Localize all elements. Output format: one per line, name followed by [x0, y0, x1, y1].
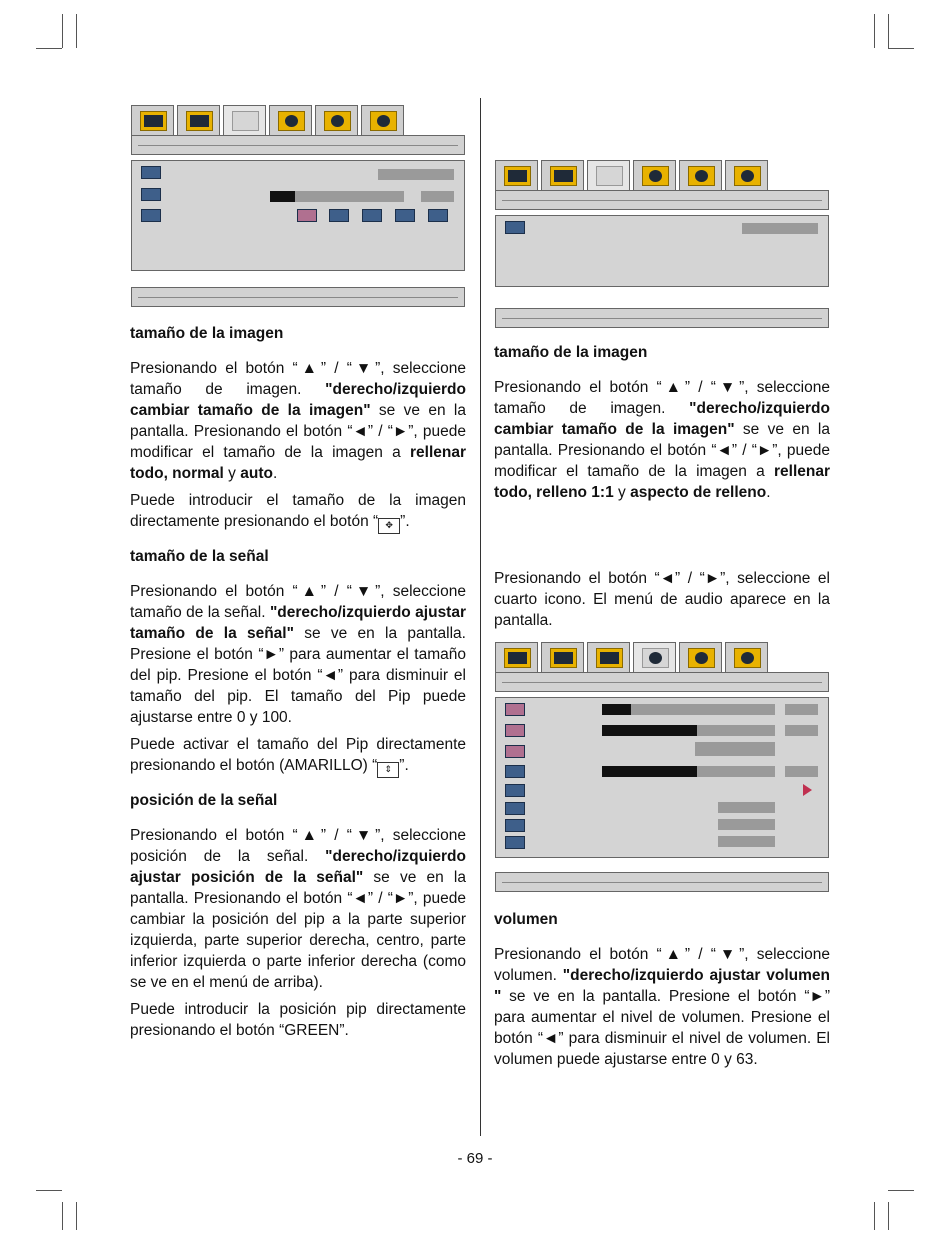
right-column-mid: [494, 568, 830, 637]
picture-icon: [596, 166, 623, 186]
menu-title-bar: [495, 672, 829, 692]
crop-mark: [36, 48, 62, 49]
tab-picture[interactable]: [223, 105, 266, 135]
menu-tabs: [495, 642, 829, 672]
tab-install[interactable]: [361, 105, 404, 135]
headphone-icon: [505, 802, 525, 815]
text-segment: y: [223, 465, 241, 482]
tab-features[interactable]: [679, 642, 722, 672]
audio-slider[interactable]: [602, 704, 775, 715]
paragraph-text: ”.: [400, 513, 410, 530]
headphone-icon: [505, 819, 525, 832]
sound-mode-icon: [505, 745, 525, 758]
crop-mark: [888, 48, 914, 49]
tv-screen-icon: [550, 648, 577, 668]
heading-picture-size: tamaño de la imagen: [130, 325, 284, 342]
picture-icon: [232, 111, 259, 131]
speaker-icon: [278, 111, 305, 131]
crop-mark: [62, 1202, 63, 1230]
page-number: - 69 -: [457, 1150, 493, 1167]
text-segment: auto: [240, 465, 273, 482]
tab-layout[interactable]: [495, 642, 538, 672]
audio-value: [785, 725, 818, 736]
pip-position-option-icon[interactable]: [428, 209, 448, 222]
audio-option-value[interactable]: [718, 802, 775, 813]
text-segment: se ve en la pantalla. Presionando el botón “◄” / “►”, puede modificar el tamaño de la imagen a: [494, 421, 830, 480]
paragraph-text: ”.: [399, 757, 409, 774]
heading-picture-size: tamaño de la imagen: [494, 344, 648, 361]
text-segment: "derecho/izquierdo ajustar volumen ": [494, 967, 830, 1005]
paragraph-text: Puede activar el tamaño del Pip directamente presionando el botón (AMARILLO) “: [130, 736, 466, 774]
picture-size-icon: [505, 221, 525, 234]
pip-menu-screenshot: [131, 105, 465, 135]
pip-size-icon: ⇕: [377, 762, 399, 778]
text-segment: se ve en la pantalla. Presione el botón “►” para aumentar el tamaño del pip. Presione el botón “◄” para disminuir el tamaño del pip. El tamaño del Pip puede ajustarse entre 0 y 100.: [130, 625, 466, 726]
headphone-icon: [505, 836, 525, 849]
text-segment: se ve en la pantalla. Presionando el botón “◄” / “►”, puede cambiar la posición del pip a la parte superior izquierda, parte superior derecha, centro, parte inferior izquierda o parte inferior derecha (como se ve en el menú de arriba).: [130, 869, 466, 991]
text-segment: Presionando el botón “▲” / “▼”, seleccione posición de la señal.: [130, 827, 466, 865]
picture-icon: [596, 648, 623, 668]
menu-tabs: [495, 160, 829, 190]
layout-icon: [504, 648, 531, 668]
speaker-icon: [642, 648, 669, 668]
crop-mark: [874, 1202, 875, 1230]
text-segment: "derecho/izquierdo ajustar tamaño de la señal": [130, 604, 466, 642]
paragraph: [494, 944, 830, 1070]
crop-mark: [888, 1202, 889, 1230]
crop-mark: [62, 14, 63, 48]
menu-panel: [131, 160, 465, 271]
crop-mark: [888, 1190, 914, 1191]
paragraph: [130, 358, 466, 484]
audio-menu-screenshot: [495, 642, 829, 672]
tab-tv[interactable]: [541, 642, 584, 672]
equalizer-icon: [505, 765, 525, 778]
text-segment: .: [272, 465, 278, 482]
pip-size-slider[interactable]: [270, 191, 404, 202]
audio-option-value[interactable]: [718, 819, 775, 830]
text-segment: se ve en la pantalla. Presione el botón “►” para aumentar el nivel de volumen. Presione el botón “◄” para disminuir el nivel de volumen. El volumen puede ajustarse entre 0 y 63.: [494, 988, 830, 1068]
balance-icon: [505, 724, 525, 737]
text-segment: .: [766, 484, 771, 501]
tv-screen-icon: [550, 166, 577, 186]
paragraph: Puede introducir la posición pip directamente presionando el botón “GREEN”.: [130, 1001, 466, 1039]
tab-features[interactable]: [679, 160, 722, 190]
text-segment: Presionando el botón “▲” / “▼”, seleccione tamaño de la señal.: [130, 583, 466, 621]
pip-position-option-icon[interactable]: [395, 209, 415, 222]
tab-install[interactable]: [725, 160, 768, 190]
tab-features[interactable]: [315, 105, 358, 135]
text-segment: "derecho/izquierdo cambiar tamaño de la imagen": [130, 381, 466, 419]
text-segment: aspecto de relleno: [630, 484, 767, 501]
paragraph-text: Puede introducir el tamaño de la imagen directamente presionando el botón “: [130, 492, 466, 530]
pip-size-icon: [141, 188, 161, 201]
features-icon: [324, 111, 351, 131]
crop-mark: [36, 1190, 62, 1191]
text-segment: Presionando el botón “▲” / “▼”, seleccione tamaño de imagen.: [130, 360, 466, 398]
audio-slider-fill: [602, 766, 697, 777]
text-segment: Presionando el botón “▲” / “▼”, seleccione volumen.: [494, 946, 830, 984]
audio-slider[interactable]: [602, 725, 775, 736]
picture-size-icon: [141, 166, 161, 179]
tab-install[interactable]: [725, 642, 768, 672]
audio-value: [785, 766, 818, 777]
layout-icon: [140, 111, 167, 131]
volume-icon: [505, 703, 525, 716]
install-icon: [734, 648, 761, 668]
pip-position-option-icon[interactable]: [297, 209, 317, 222]
pip-position-option-icon[interactable]: [329, 209, 349, 222]
audio-slider-fill: [602, 725, 697, 736]
heading-pip-position: posición de la señal: [130, 792, 278, 809]
right-column-bottom: [494, 909, 830, 1076]
pip-position-icon: [141, 209, 161, 222]
audio-value: [785, 704, 818, 715]
tab-sound[interactable]: [633, 160, 676, 190]
audio-slider[interactable]: [695, 742, 775, 756]
menu-tabs: [131, 105, 465, 135]
crop-mark: [874, 14, 875, 48]
audio-slider[interactable]: [602, 766, 775, 777]
audio-slider-fill: [602, 704, 631, 715]
pip-size-value: [421, 191, 454, 202]
tab-sound[interactable]: [269, 105, 312, 135]
text-segment: "derecho/izquierdo cambiar tamaño de la imagen": [494, 400, 830, 438]
features-icon: [688, 648, 715, 668]
tab-layout[interactable]: [495, 160, 538, 190]
picture-size-menu-screenshot: [495, 160, 829, 190]
column-divider: [480, 98, 481, 1136]
paragraph: [130, 734, 466, 778]
size-arrows-icon: ✥: [378, 518, 400, 534]
text-segment: "derecho/izquierdo ajustar posición de la señal": [130, 848, 466, 886]
tab-sound[interactable]: [633, 642, 676, 672]
install-icon: [734, 166, 761, 186]
paragraph: [130, 581, 466, 728]
heading-volume: volumen: [494, 911, 558, 928]
text-segment: rellenar todo, normal: [130, 444, 466, 482]
layout-icon: [504, 166, 531, 186]
text-segment: se ve en la pantalla. Presionando el botón “◄” / “►”, puede modificar el tamaño de la imagen a: [130, 402, 466, 461]
left-column: [130, 323, 466, 1047]
heading-pip-size: tamaño de la señal: [130, 548, 269, 565]
text-segment: y: [613, 484, 631, 501]
effect-icon: [505, 784, 525, 797]
right-column-top: [494, 342, 830, 509]
tab-tv[interactable]: [541, 160, 584, 190]
paragraph: [494, 377, 830, 503]
pip-position-option-icon[interactable]: [362, 209, 382, 222]
tab-tv[interactable]: [177, 105, 220, 135]
menu-panel: [495, 697, 829, 858]
picture-size-value[interactable]: [378, 169, 454, 180]
menu-footer-bar: [495, 308, 829, 328]
menu-footer-bar: [131, 287, 465, 307]
tab-layout[interactable]: [131, 105, 174, 135]
audio-option-value[interactable]: [718, 836, 775, 847]
picture-size-value[interactable]: [742, 223, 818, 234]
paragraph: Presionando el botón “◄” / “►”, seleccione el cuarto icono. El menú de audio aparece en la pantalla.: [494, 570, 830, 629]
tab-picture[interactable]: [587, 160, 630, 190]
crop-mark: [76, 14, 77, 48]
menu-panel: [495, 215, 829, 287]
crop-mark: [888, 14, 889, 48]
tab-picture[interactable]: [587, 642, 630, 672]
pip-size-slider-fill: [270, 191, 295, 202]
install-icon: [370, 111, 397, 131]
menu-footer-bar: [495, 872, 829, 892]
paragraph: [130, 490, 466, 534]
tv-screen-icon: [186, 111, 213, 131]
crop-mark: [76, 1202, 77, 1230]
text-segment: Presionando el botón “▲” / “▼”, seleccione tamaño de imagen.: [494, 379, 830, 417]
speaker-icon: [642, 166, 669, 186]
paragraph: [130, 825, 466, 993]
menu-title-bar: [131, 135, 465, 155]
text-segment: rellenar todo, relleno 1:1: [494, 463, 830, 501]
features-icon: [688, 166, 715, 186]
menu-title-bar: [495, 190, 829, 210]
submenu-arrow-icon[interactable]: [803, 784, 812, 796]
